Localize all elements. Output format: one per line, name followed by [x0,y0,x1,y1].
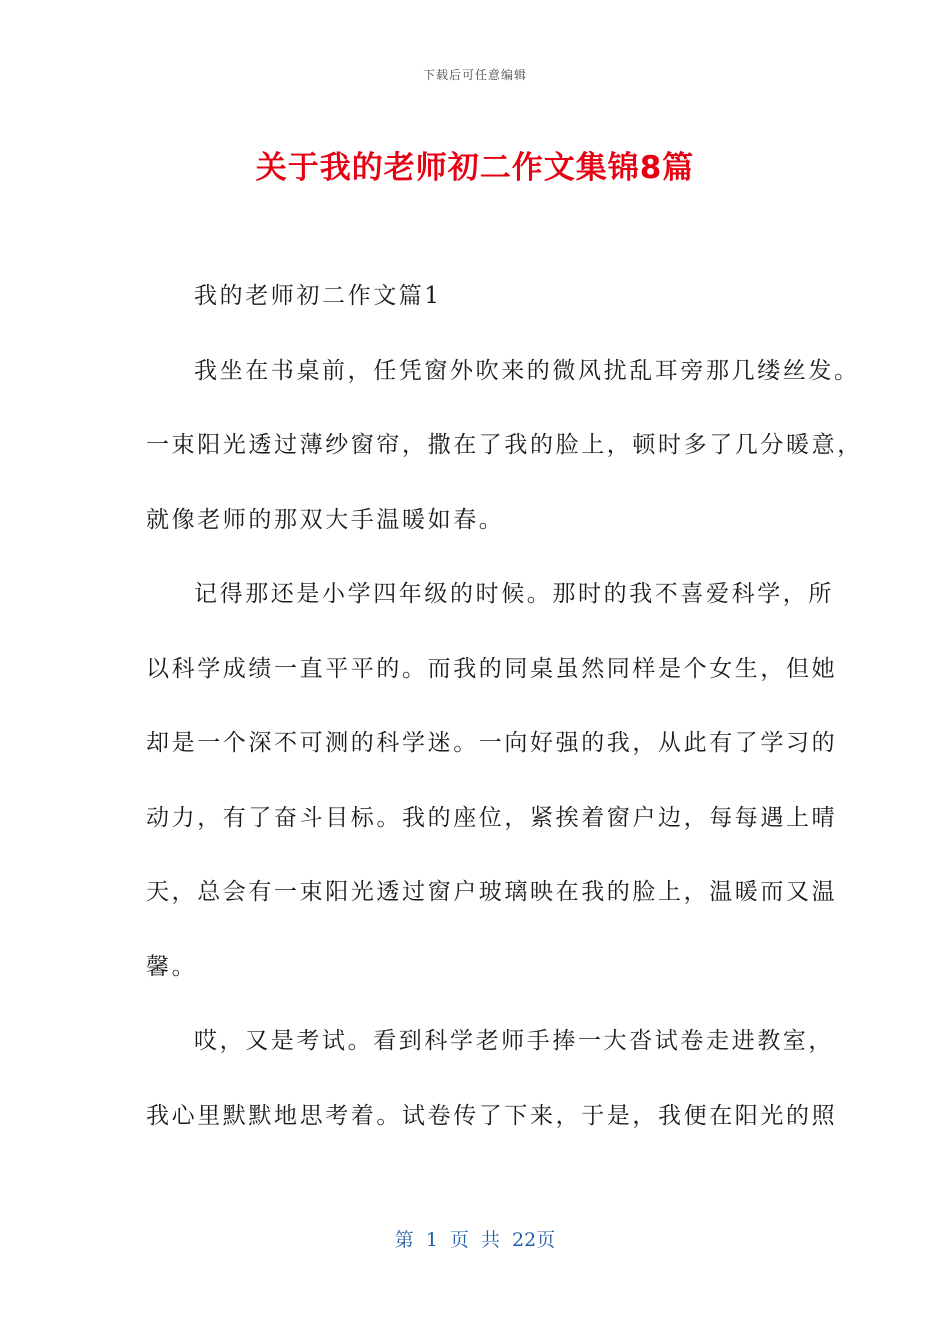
paragraph-line: 天，总会有一束阳光透过窗户玻璃映在我的脸上，温暖而又温 [146,879,838,905]
page-number-footer: 第 1 页 共 22页 [394,1229,556,1251]
paragraph-line: 就像老师的那双大手温暖如春。 [146,506,505,533]
paragraph-line: 一束阳光透过薄纱窗帘，撒在了我的脸上，顿时多了几分暖意， [146,432,863,458]
paragraph-line: 记得那还是小学四年级的时候。那时的我不喜爱科学，所 [194,581,834,607]
paragraph-line: 动力，有了奋斗目标。我的座位，紧挨着窗户边，每每遇上晴 [146,804,838,831]
paragraph-line: 我坐在书桌前，任凭窗外吹来的微风扰乱耳旁那几缕丝发。 [194,357,860,384]
page-header-note: 下载后可任意编辑 [422,68,527,82]
paragraph-line: 哎，又是考试。看到科学老师手捧一大沓试卷走进教室， [194,1028,834,1054]
paragraph-line: 我心里默默地思考着。试卷传了下来，于是，我便在阳光的照 [146,1102,838,1129]
paragraph-line: 以科学成绩一直平平的。而我的同桌虽然同样是个女生，但她 [146,655,838,682]
paragraph-line: 却是一个深不可测的科学迷。一向好强的我，从此有了学习的 [146,730,838,756]
paragraph-line: 馨。 [146,953,198,980]
document-body [146,268,863,1162]
document-title: 关于我的老师初二作文集锦8篇 [255,150,695,186]
section-heading: 我的老师初二作文篇1 [194,283,442,309]
